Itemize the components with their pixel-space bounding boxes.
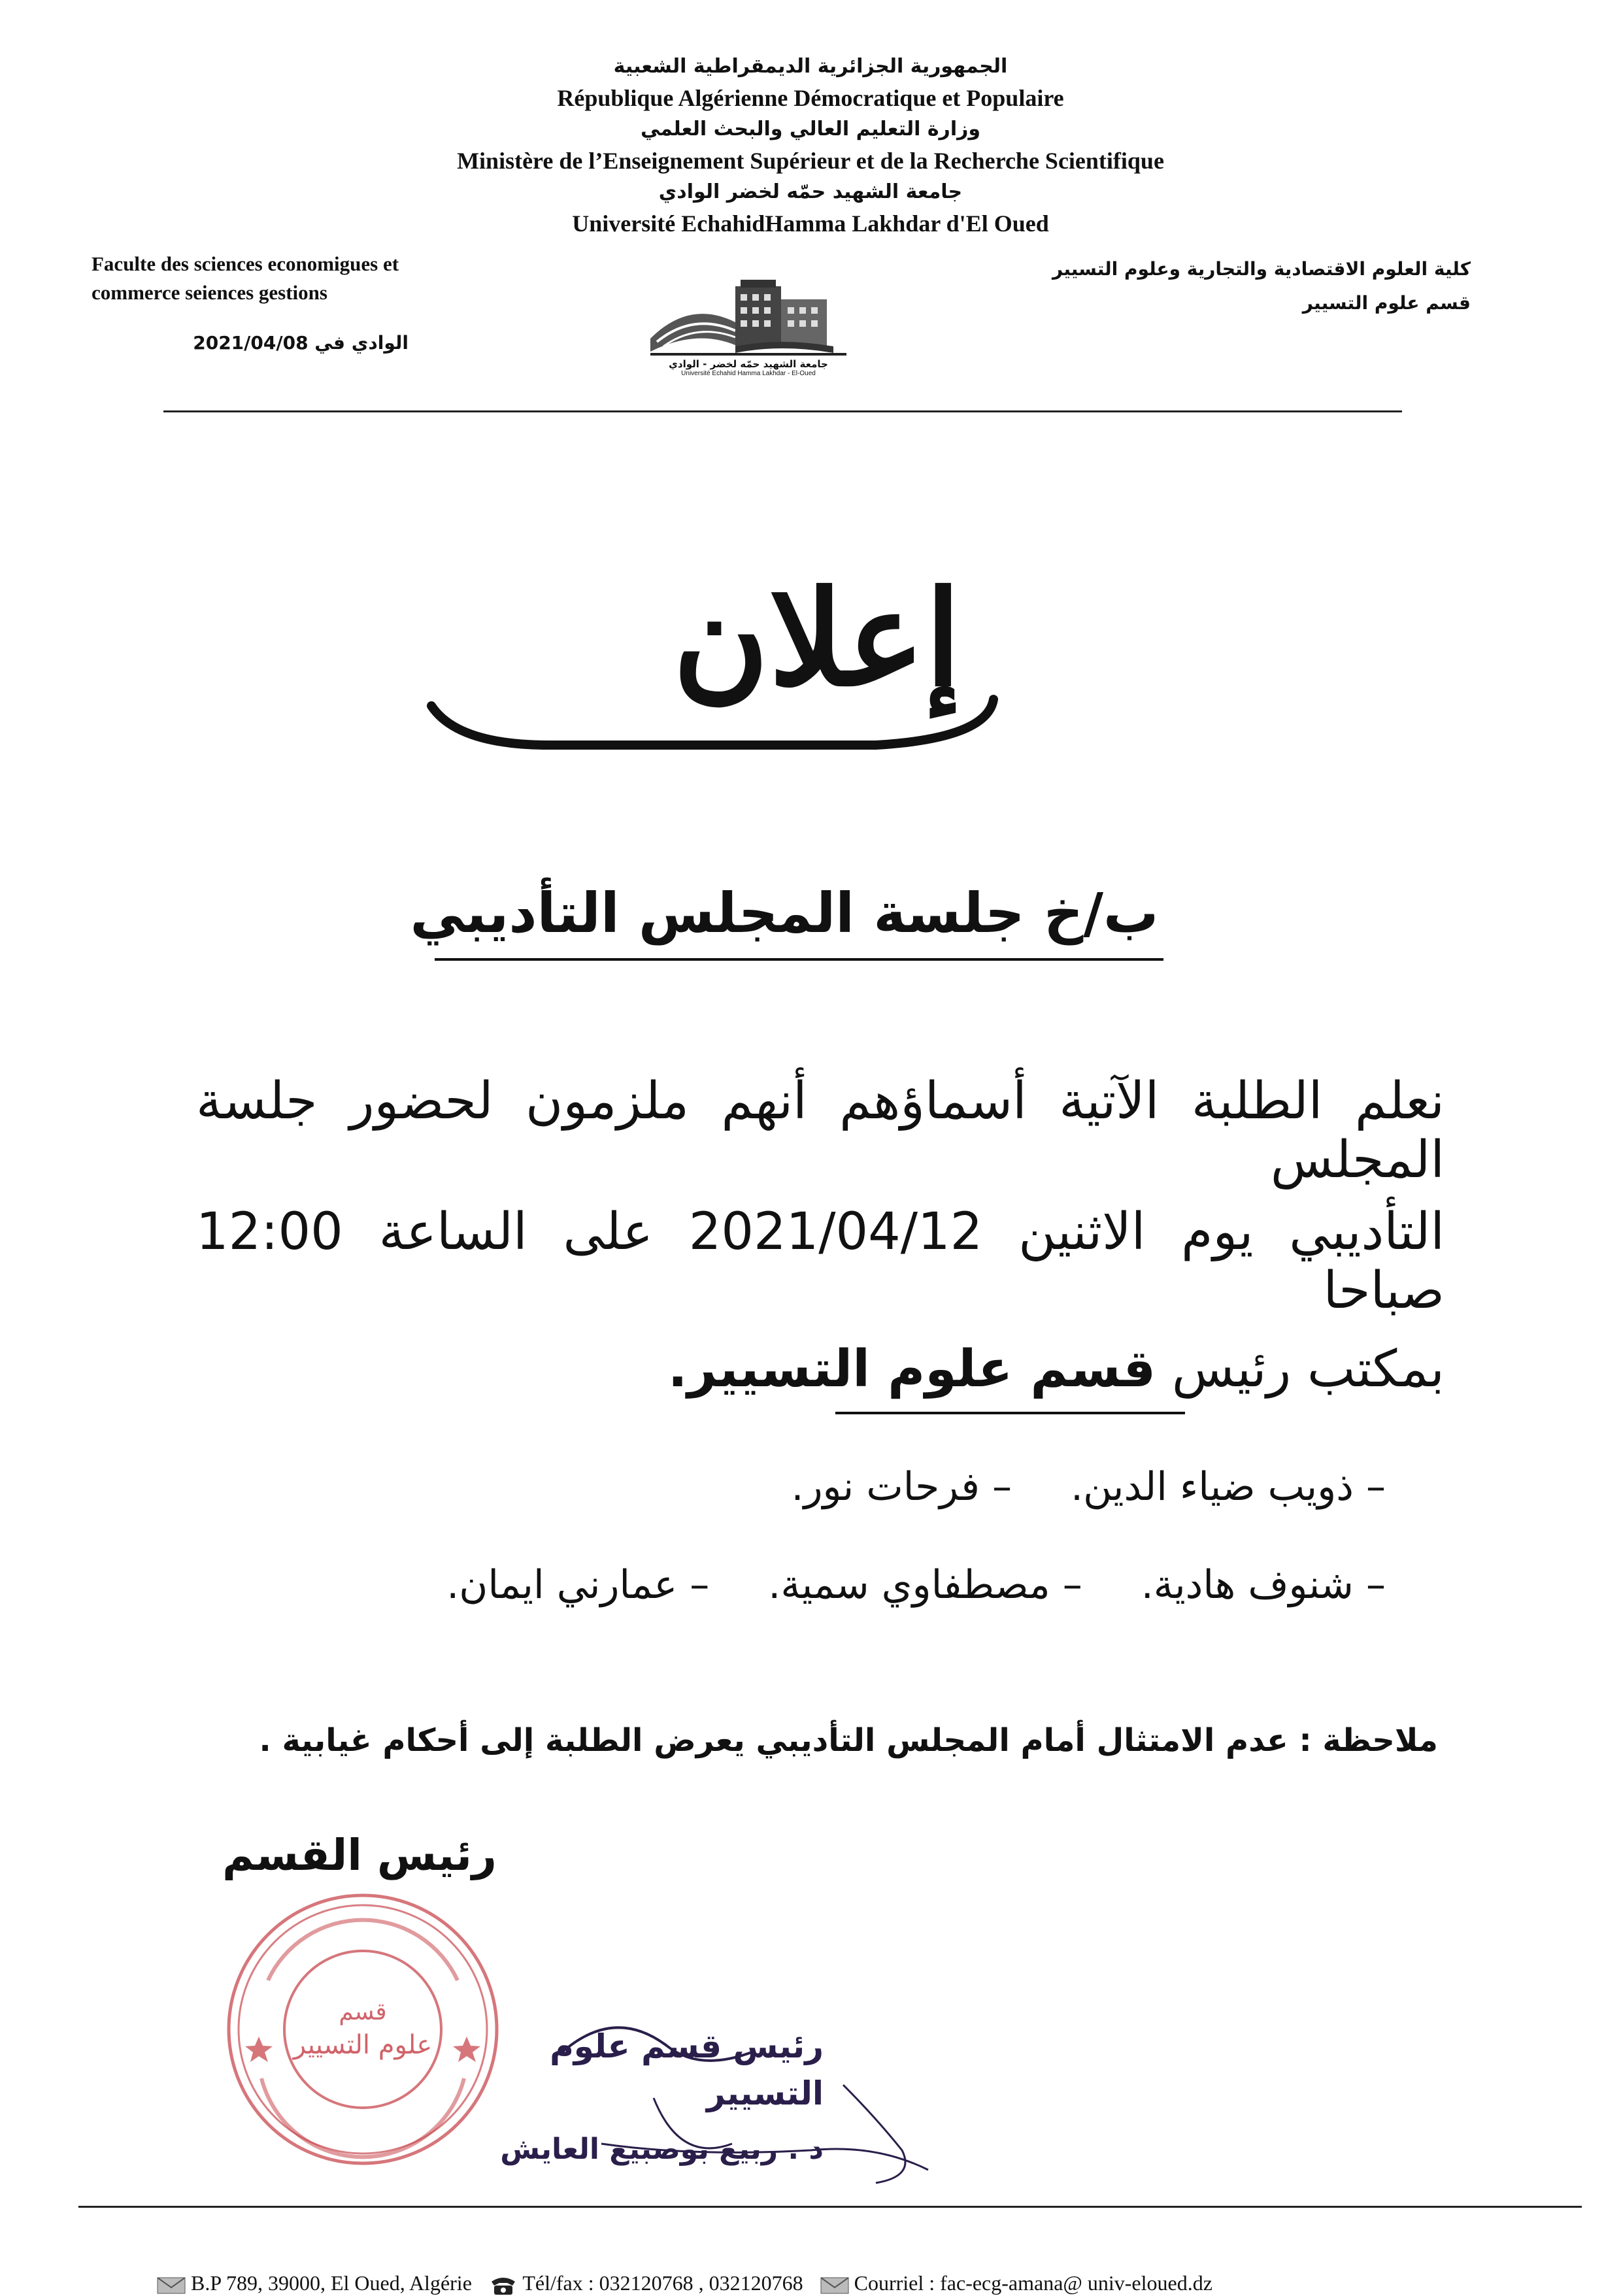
faculty-fr-line2: commerce seiences gestions <box>92 281 327 304</box>
student-name: – فرحات نور. <box>791 1464 1012 1510</box>
footer-email: Courriel : fac-ecg-amana@ univ-eloued.dz <box>854 2271 1212 2295</box>
university-fr: Université EchahidHamma Lakhdar d'El Oued <box>572 210 1049 237</box>
phone-icon <box>489 2275 518 2296</box>
subject-underline <box>435 958 1163 961</box>
title-swash-decoration <box>418 693 1007 765</box>
students-row-1 <box>733 1464 1386 1510</box>
note: ملاحظة : عدم الامتثال أمام المجلس التأديبي يعرض الطلبة إلى أحكام غيابية . <box>259 1722 1438 1759</box>
faculty-ar-line1: كلية العلوم الاقتصادية والتجارية وعلوم التسيير <box>1052 258 1471 280</box>
issue-date: الوادي في 2021/04/08 <box>193 332 409 354</box>
footer-divider <box>78 2206 1582 2208</box>
student-name: – عمارني ايمان. <box>446 1562 710 1608</box>
faculty-ar <box>1020 252 1471 320</box>
header-divider <box>163 410 1402 412</box>
faculty-fr-line1: Faculte des sciences economigues et <box>92 252 399 275</box>
signature-block <box>497 2023 824 2182</box>
dept-underline <box>835 1412 1185 1414</box>
body-line-1: نعلم الطلبة الآتية أسماؤهم أنهم ملزمون لحضور جلسة المجلس <box>196 1072 1445 1190</box>
footer-address: B.P 789, 39000, El Oued, Algérie <box>191 2271 472 2295</box>
ministry-ar: وزارة التعليم العالي والبحث العلمي <box>640 118 981 141</box>
republic-ar: الجمهورية الجزائرية الديمقراطية الشعبية <box>613 55 1008 78</box>
department-stamp-icon <box>216 1882 510 2176</box>
mail-icon <box>157 2276 186 2295</box>
footer-phone: Tél/fax : 032120768 , 032120768 <box>522 2271 803 2295</box>
email-icon <box>820 2276 849 2295</box>
body-line-3-prefix: بمكتب رئيس <box>1171 1340 1445 1399</box>
ministry-fr: Ministère de l’Enseignement Supérieur et de la Recherche Scientifique <box>457 148 1164 174</box>
announcement-title: إعلان <box>673 562 961 716</box>
footer <box>157 2271 1464 2296</box>
letterhead <box>222 51 1399 239</box>
announcement-subject: ب/خ جلسة المجلس التأديبي <box>410 881 1159 945</box>
body-line-3 <box>654 1340 1445 1399</box>
signature-name: د . ربيع بوصبيع العايش <box>500 2133 824 2166</box>
signatory-title: رئيس القسم <box>222 1830 497 1880</box>
body-line-3-dept: قسم علوم التسيير. <box>667 1340 1156 1399</box>
signature-dept: رئيس قسم علوم التسيير <box>550 2027 824 2112</box>
student-name: – ذويب ضياء الدين. <box>1071 1464 1386 1510</box>
body-line-2: التأديبي يوم الاثنين 2021/04/12 على الساعة 12:00 صباحا <box>196 1203 1445 1320</box>
faculty-ar-line2: قسم علوم التسيير <box>1302 292 1471 314</box>
stamp-center-line1: قسم <box>339 1999 387 2025</box>
logo-caption-fr: Université Echahid Hamma Lakhdar - El-Oued <box>681 370 816 377</box>
student-name: – شنوف هادية. <box>1141 1562 1386 1608</box>
stamp-center-line2: علوم التسيير <box>293 2030 433 2060</box>
faculty-fr <box>92 250 510 307</box>
students-row-2 <box>388 1562 1386 1608</box>
university-ar: جامعة الشهيد حمّه لخضر الوادي <box>658 180 963 203</box>
student-name: – مصطفاوي سمية. <box>768 1562 1082 1608</box>
republic-fr: République Algérienne Démocratique et Populaire <box>557 85 1064 111</box>
logo-caption-ar: جامعة الشهيد حمّه لخضر - الوادي <box>669 358 828 370</box>
